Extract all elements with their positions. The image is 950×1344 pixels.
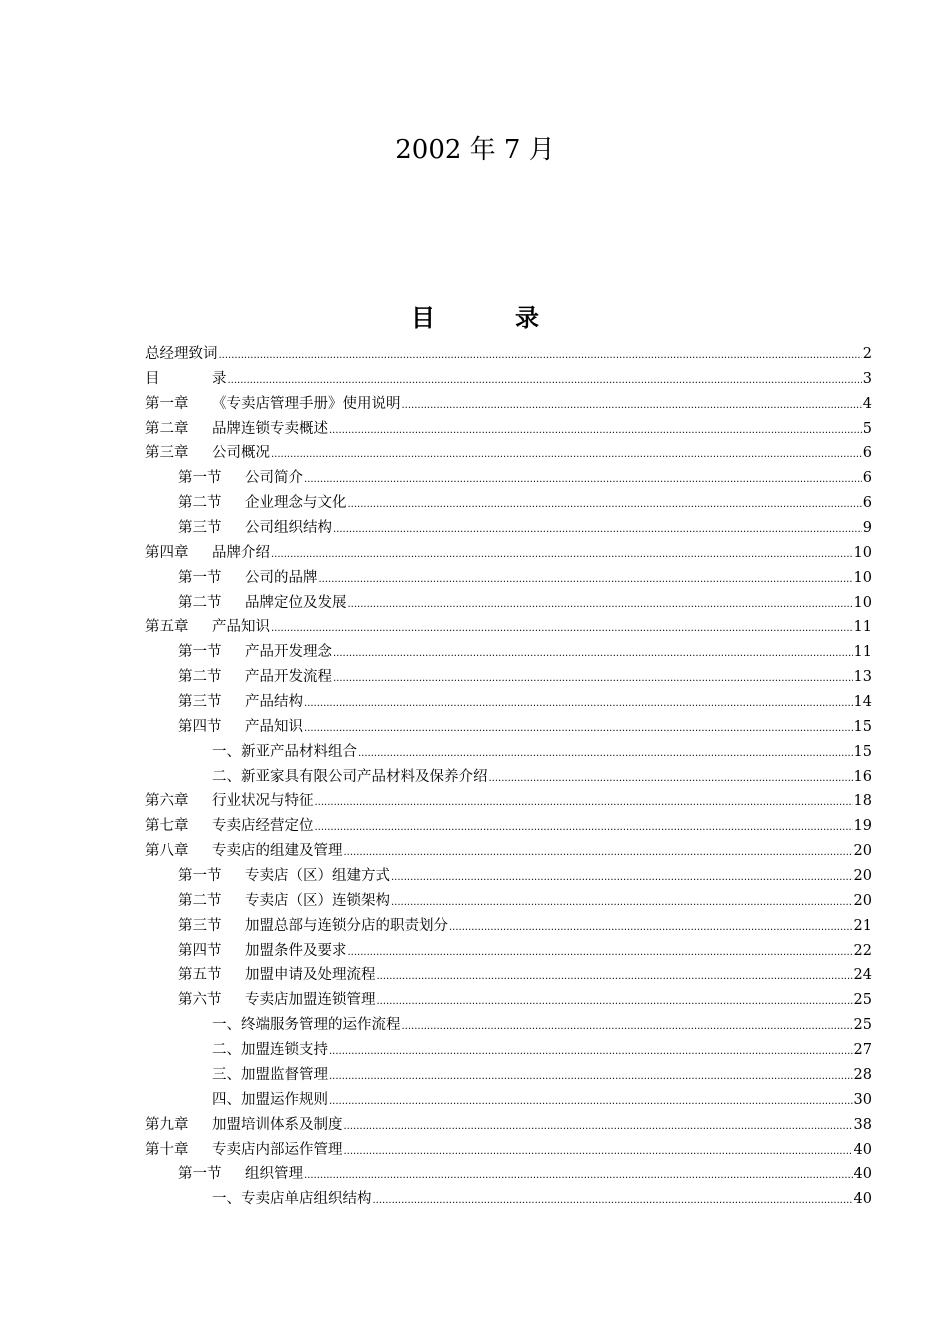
toc-dot-leader (271, 615, 853, 642)
toc-entry-number: 第九章 (145, 1116, 189, 1133)
toc-entry-page: 15 (853, 718, 872, 735)
toc-entry-number: 第二节 (178, 495, 222, 512)
toc-entry-label: 产品开发流程 (245, 669, 332, 686)
toc-entry-label: 公司组织结构 (245, 520, 332, 537)
toc-entry[interactable] (145, 1187, 872, 1212)
toc-dot-leader (271, 541, 853, 568)
toc-dot-leader (333, 665, 853, 692)
toc-dot-leader (315, 789, 853, 816)
toc-entry[interactable] (145, 491, 872, 516)
toc-dot-leader (271, 441, 862, 468)
toc-entry[interactable] (145, 591, 872, 616)
toc-entry[interactable] (145, 1138, 872, 1163)
toc-entry[interactable] (145, 342, 872, 367)
toc-entry[interactable] (145, 1013, 872, 1038)
toc-entry-label: 一、新亚产品材料组合 (212, 743, 357, 760)
toc-entry-label: 加盟培训体系及制度 (212, 1116, 343, 1133)
toc-entry[interactable] (145, 914, 872, 939)
toc-entry-label: 总经理致词 (145, 346, 218, 362)
toc-entry-page: 15 (853, 743, 872, 760)
toc-dot-leader (333, 516, 862, 543)
toc-entry-number: 第五章 (145, 619, 189, 636)
toc-entry-page: 16 (853, 768, 872, 785)
toc-entry[interactable] (145, 566, 872, 591)
toc-dot-leader (344, 1138, 853, 1165)
toc-entry-page: 28 (853, 1066, 872, 1083)
toc-dot-leader (377, 963, 853, 990)
toc-entry[interactable] (145, 1113, 872, 1138)
toc-entry-page: 3 (862, 370, 872, 387)
toc-entry[interactable] (145, 541, 872, 566)
toc-dot-leader (319, 566, 853, 593)
toc-entry[interactable] (145, 889, 872, 914)
toc-dot-leader (391, 864, 853, 891)
toc-entry-number: 第二节 (178, 892, 222, 909)
toc-dot-leader (348, 491, 862, 518)
toc-entry-label: 公司概况 (212, 445, 270, 462)
toc-entry-number: 第六节 (178, 992, 222, 1009)
toc-entry-page: 10 (853, 594, 872, 611)
toc-entry-page: 19 (853, 818, 872, 835)
toc-entry-page: 18 (853, 793, 872, 810)
toc-entry-page: 25 (853, 1017, 872, 1034)
toc-entry-number: 第三节 (178, 694, 222, 711)
toc-entry[interactable] (145, 1088, 872, 1113)
toc-dot-leader (344, 1113, 853, 1140)
toc-entry-page: 40 (853, 1191, 872, 1208)
toc-entry-page: 2 (862, 346, 872, 362)
toc-entry-number: 第一节 (178, 470, 222, 487)
toc-entry-label: 专卖店（区）连锁架构 (245, 892, 390, 909)
toc-entry-page: 6 (862, 445, 872, 462)
toc-entry[interactable] (145, 466, 872, 491)
toc-dot-leader (391, 889, 853, 916)
toc-dot-leader (348, 939, 853, 966)
toc-dot-leader (329, 1088, 853, 1115)
toc-entry-label: 二、新亚家具有限公司产品材料及保养介绍 (212, 768, 488, 785)
toc-entry-number: 第七章 (145, 818, 189, 835)
toc-entry-page: 25 (853, 992, 872, 1009)
toc-entry[interactable] (145, 1063, 872, 1088)
toc-dot-leader (219, 342, 862, 369)
toc-entry-number: 第四章 (145, 544, 189, 561)
toc-heading-right: 录 (515, 304, 539, 332)
toc-dot-leader (402, 1013, 853, 1040)
toc-entry-number: 第一节 (178, 644, 222, 661)
toc-entry-label: 专卖店的组建及管理 (212, 843, 343, 860)
toc-entry[interactable] (145, 839, 872, 864)
toc-entry[interactable] (145, 765, 872, 790)
toc-entry-label: 四、加盟运作规则 (212, 1091, 328, 1108)
toc-entry-label: 品牌介绍 (212, 544, 270, 561)
toc-entry[interactable] (145, 988, 872, 1013)
toc-entry[interactable] (145, 690, 872, 715)
toc-entry-label: 加盟申请及处理流程 (245, 967, 376, 984)
toc-entry-number: 第一节 (178, 868, 222, 885)
toc-entry-page: 22 (853, 942, 872, 959)
toc-entry-label: 一、专卖店单店组织结构 (212, 1191, 372, 1208)
toc-entry-number: 第十章 (145, 1141, 189, 1158)
toc-entry[interactable] (145, 715, 872, 740)
toc-entry-page: 9 (862, 520, 872, 537)
toc-dot-leader (315, 814, 853, 841)
toc-entry-label: 《专卖店管理手册》使用说明 (212, 395, 401, 412)
toc-dot-leader (304, 690, 853, 717)
toc-entry-number: 第一节 (178, 1166, 222, 1183)
table-of-contents (145, 342, 872, 1212)
toc-entry[interactable] (145, 367, 872, 392)
toc-entry-number: 第三节 (178, 520, 222, 537)
toc-entry-number: 第三章 (145, 445, 189, 462)
toc-entry[interactable] (145, 814, 872, 839)
toc-entry[interactable] (145, 665, 872, 690)
toc-entry-number: 第八章 (145, 843, 189, 860)
toc-entry-page: 5 (862, 420, 872, 437)
toc-entry-number: 第四节 (178, 942, 222, 959)
toc-entry[interactable] (145, 640, 872, 665)
toc-dot-leader (304, 1162, 853, 1189)
toc-entry-page: 30 (853, 1091, 872, 1108)
toc-entry-label: 专卖店内部运作管理 (212, 1141, 343, 1158)
toc-entry[interactable] (145, 615, 872, 640)
toc-entry[interactable] (145, 417, 872, 442)
toc-entry-label: 二、加盟连锁支持 (212, 1042, 328, 1059)
toc-dot-leader (329, 417, 862, 444)
toc-entry-number: 目 (145, 370, 160, 387)
toc-dot-leader (377, 988, 853, 1015)
toc-entry-page: 38 (853, 1116, 872, 1133)
toc-entry-page: 10 (853, 544, 872, 561)
toc-entry-page: 10 (853, 569, 872, 586)
toc-entry-label: 行业状况与特征 (212, 793, 314, 810)
toc-entry-label: 加盟总部与连锁分店的职责划分 (245, 917, 448, 934)
toc-entry-number: 第一章 (145, 395, 189, 412)
toc-dot-leader (348, 591, 853, 618)
toc-entry[interactable] (145, 1038, 872, 1063)
toc-entry[interactable] (145, 789, 872, 814)
toc-entry-number: 第二节 (178, 669, 222, 686)
toc-entry[interactable] (145, 939, 872, 964)
toc-entry[interactable] (145, 441, 872, 466)
toc-entry-number: 第三节 (178, 917, 222, 934)
toc-entry-label: 专卖店经营定位 (212, 818, 314, 835)
toc-dot-leader (329, 1063, 853, 1090)
toc-entry-label: 加盟条件及要求 (245, 942, 347, 959)
toc-entry-page: 20 (853, 843, 872, 860)
toc-entry[interactable] (145, 392, 872, 417)
toc-entry-number: 第四节 (178, 718, 222, 735)
toc-entry-number: 第二章 (145, 420, 189, 437)
toc-entry-label: 产品结构 (245, 694, 303, 711)
toc-dot-leader (358, 740, 853, 767)
toc-heading-left: 目 (411, 304, 435, 332)
toc-entry-page: 21 (853, 917, 872, 934)
toc-dot-leader (402, 392, 862, 419)
toc-entry-label: 产品知识 (245, 718, 303, 735)
toc-entry-page: 11 (853, 644, 872, 661)
toc-entry-page: 24 (853, 967, 872, 984)
toc-dot-leader (449, 914, 853, 941)
toc-entry-page: 14 (853, 694, 872, 711)
toc-entry-page: 13 (853, 669, 872, 686)
toc-entry-page: 11 (853, 619, 872, 636)
toc-entry-label: 公司的品牌 (245, 569, 318, 586)
toc-entry-label: 品牌定位及发展 (245, 594, 347, 611)
toc-entry-label: 专卖店加盟连锁管理 (245, 992, 376, 1009)
toc-entry-number: 第一节 (178, 569, 222, 586)
toc-dot-leader (373, 1187, 853, 1214)
toc-heading (0, 300, 950, 336)
toc-entry-number: 第五节 (178, 967, 222, 984)
toc-entry-page: 27 (853, 1042, 872, 1059)
toc-entry-label: 三、加盟监督管理 (212, 1066, 328, 1083)
toc-entry-page: 40 (853, 1166, 872, 1183)
toc-entry-label: 企业理念与文化 (245, 495, 347, 512)
toc-entry-label: 产品开发理念 (245, 644, 332, 661)
toc-dot-leader (329, 1038, 853, 1065)
toc-entry-page: 40 (853, 1141, 872, 1158)
toc-entry[interactable] (145, 740, 872, 765)
toc-entry-number: 第二节 (178, 594, 222, 611)
toc-entry-page: 4 (862, 395, 872, 412)
cover-date: 2002 年 7 月 (395, 135, 555, 165)
toc-entry-page: 20 (853, 868, 872, 885)
toc-dot-leader (228, 367, 862, 394)
toc-dot-leader (333, 640, 853, 667)
toc-entry-label: 组织管理 (245, 1166, 303, 1183)
toc-entry-label: 专卖店（区）组建方式 (245, 868, 390, 885)
toc-entry-label: 品牌连锁专卖概述 (212, 420, 328, 437)
toc-entry[interactable] (145, 963, 872, 988)
toc-entry-page: 6 (862, 495, 872, 512)
toc-dot-leader (304, 466, 862, 493)
toc-entry-number: 第六章 (145, 793, 189, 810)
toc-entry-label: 公司简介 (245, 470, 303, 487)
toc-entry[interactable] (145, 1162, 872, 1187)
toc-dot-leader (489, 765, 853, 792)
toc-entry-label: 一、终端服务管理的运作流程 (212, 1017, 401, 1034)
toc-entry[interactable] (145, 516, 872, 541)
toc-dot-leader (344, 839, 853, 866)
toc-entry[interactable] (145, 864, 872, 889)
toc-entry-page: 6 (862, 470, 872, 487)
toc-entry-label: 产品知识 (212, 619, 270, 636)
toc-dot-leader (304, 715, 853, 742)
toc-entry-page: 20 (853, 892, 872, 909)
toc-entry-label: 录 (212, 370, 227, 387)
